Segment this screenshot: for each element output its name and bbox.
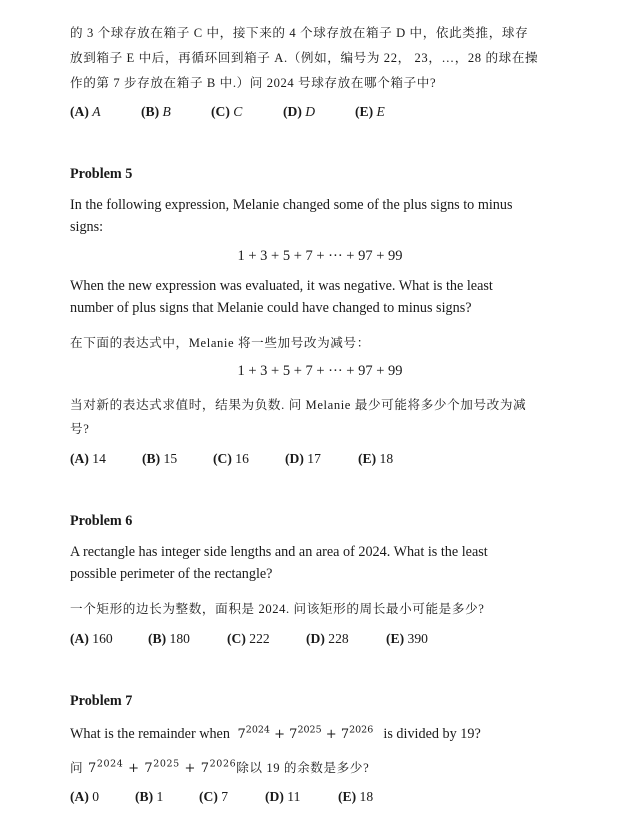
p6-choice-a: (A) 160 bbox=[70, 631, 113, 646]
p7-cn-base-1: 7 bbox=[87, 761, 97, 776]
p6-choice-e: (E) 390 bbox=[386, 631, 428, 646]
p5-expression-cn: 1 + 3 + 5 + 7 + ··· + 97 + 99 bbox=[237, 363, 403, 379]
p5-en-line-2: signs: bbox=[70, 219, 104, 235]
p5-choice-b: (B) 15 bbox=[142, 451, 178, 466]
p7-cn-post: 除以 19 的余数是多少? bbox=[236, 761, 370, 775]
p4-choice-d: (D) D bbox=[283, 104, 316, 119]
p7-en-post: is divided by 19? bbox=[383, 726, 481, 742]
p7-choice-b: (B) 1 bbox=[135, 789, 164, 804]
p5-heading: Problem 5 bbox=[70, 166, 133, 182]
p7-en-line bbox=[70, 726, 481, 743]
p7-heading: Problem 7 bbox=[70, 693, 133, 709]
p5-cn-line-3: 号? bbox=[70, 422, 90, 436]
p5-choice-d: (D) 17 bbox=[285, 451, 321, 466]
p4-choice-e: (E) E bbox=[355, 104, 385, 119]
p6-en-line-1: A rectangle has integer side lengths and an area of 2024. What is the least bbox=[70, 544, 488, 560]
p6-choice-b: (B) 180 bbox=[148, 631, 190, 646]
p7-choice-c: (C) 7 bbox=[199, 789, 229, 804]
p5-en-line-4: number of plus signs that Melanie could have changed to minus signs? bbox=[70, 300, 472, 316]
p7-en-pre: What is the remainder when bbox=[70, 726, 230, 742]
p5-choice-c: (C) 16 bbox=[213, 451, 249, 466]
p7-exp-1: 2024 bbox=[245, 724, 270, 736]
p7-expression bbox=[237, 724, 378, 742]
p5-choice-a: (A) 14 bbox=[70, 451, 106, 466]
p7-exp-2: 2025 bbox=[297, 724, 322, 736]
p6-choice-c: (C) 222 bbox=[227, 631, 270, 646]
p7-cn-line bbox=[70, 757, 369, 776]
p7-plus-2: + bbox=[325, 727, 337, 742]
p5-choice-e: (E) 18 bbox=[358, 451, 394, 466]
p5-cn-line-1: 在下面的表达式中，Melanie 将一些加号改为减号： bbox=[70, 336, 370, 350]
p6-cn-line-1: 一个矩形的边长为整数，面积是 2024. 问该矩形的周长最小可能是多少? bbox=[70, 602, 485, 616]
p5-en-line-3: When the new expression was evaluated, it was negative. What is the least bbox=[70, 278, 493, 294]
p4-choice-a: (A) A bbox=[70, 104, 101, 119]
p7-base-1: 7 bbox=[237, 727, 246, 742]
p7-cn-exp-3: 2026 bbox=[209, 758, 237, 770]
p7-cn-exp-2: 2025 bbox=[153, 758, 180, 770]
p5-cn-line-2: 当对新的表达式求值时，结果为负数. 问 Melanie 最少可能将多少个加号改为减 bbox=[70, 398, 527, 412]
p4-choice-b: (B) B bbox=[141, 104, 171, 119]
p7-cn-base-2: 7 bbox=[144, 761, 154, 776]
p4-choice-c: (C) C bbox=[211, 104, 243, 119]
p7-choice-d: (D) 11 bbox=[265, 789, 301, 804]
p6-en-line-2: possible perimeter of the rectangle? bbox=[70, 566, 273, 582]
p6-heading: Problem 6 bbox=[70, 513, 133, 529]
p7-choice-e: (E) 18 bbox=[338, 789, 374, 804]
p7-expression-cn bbox=[83, 758, 237, 776]
p7-cn-exp-1: 2024 bbox=[96, 758, 124, 770]
p7-cn-plus-1: + bbox=[128, 761, 140, 776]
p7-base-2: 7 bbox=[289, 727, 298, 742]
p4-cn-line-1: 的 3 个球存放在箱子 C 中，接下来的 4 个球存放在箱子 D 中，依此类推，球存 bbox=[70, 26, 529, 40]
p4-cn-line-2: 放到箱子 E 中后，再循环回到箱子 A.（例如，编号为 22， 23，…，28 的球在操 bbox=[70, 51, 539, 65]
p7-exp-3: 2026 bbox=[349, 724, 374, 736]
p6-choice-d: (D) 228 bbox=[306, 631, 349, 646]
p7-cn-plus-2: + bbox=[184, 761, 197, 776]
p7-choice-a: (A) 0 bbox=[70, 789, 100, 804]
p5-en-line-1: In the following expression, Melanie changed some of the plus signs to minus bbox=[70, 197, 513, 213]
p7-cn-base-3: 7 bbox=[200, 761, 210, 776]
p7-plus-1: + bbox=[274, 727, 286, 742]
p7-cn-pre: 问 bbox=[70, 761, 84, 775]
p4-cn-line-3: 作的第 7 步存放在箱子 B 中.）问 2024 号球存放在哪个箱子中? bbox=[70, 76, 437, 90]
p5-expression: 1 + 3 + 5 + 7 + ··· + 97 + 99 bbox=[237, 248, 403, 264]
p7-base-3: 7 bbox=[340, 727, 350, 742]
